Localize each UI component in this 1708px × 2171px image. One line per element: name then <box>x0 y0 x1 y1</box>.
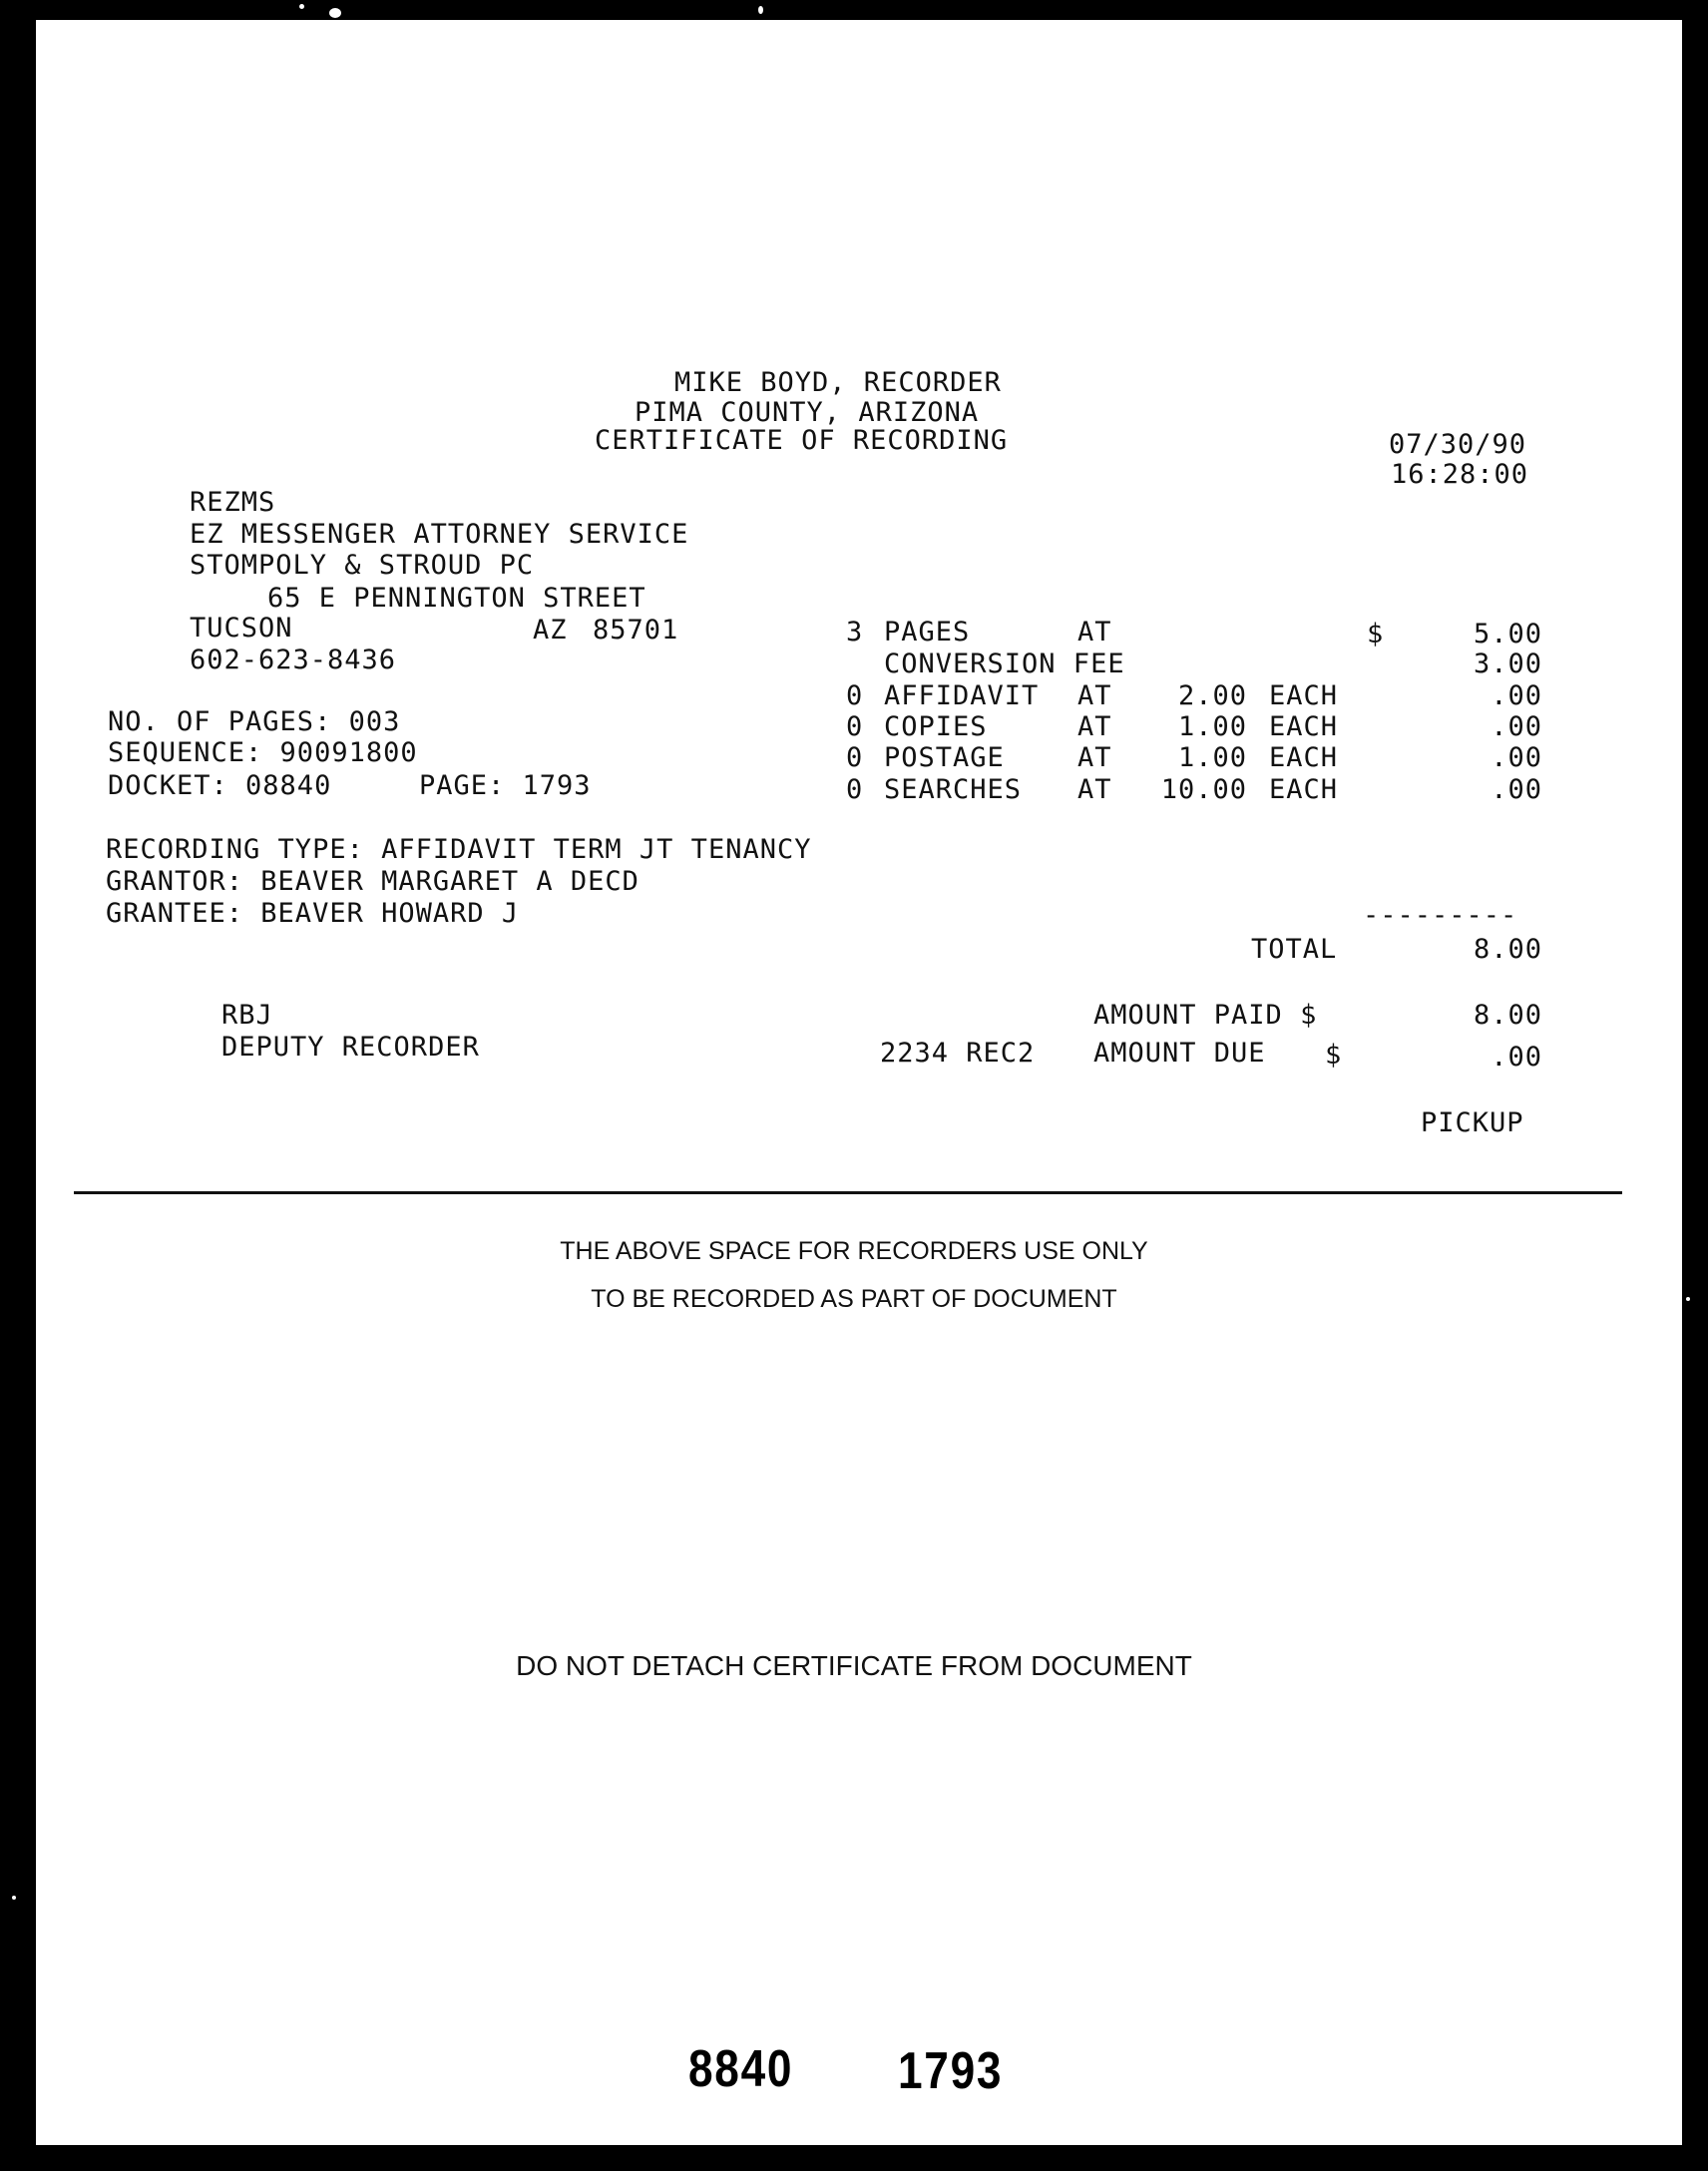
address-city: TUCSON <box>190 613 293 644</box>
sequence-number: SEQUENCE: 90091800 <box>108 737 418 768</box>
amount-paid-label: AMOUNT PAID $ <box>1093 1000 1318 1031</box>
fee-qty: 0 <box>846 742 864 773</box>
number-of-pages: NO. OF PAGES: 003 <box>108 706 401 737</box>
fee-at: AT <box>1077 774 1112 805</box>
fee-item: CONVERSION FEE <box>884 649 1125 679</box>
county-name: PIMA COUNTY, ARIZONA <box>635 397 980 428</box>
fee-dollar: $ <box>1367 619 1385 650</box>
recorder-name: MIKE BOYD, RECORDER <box>674 367 1002 398</box>
address-zip: 85701 <box>593 615 679 646</box>
fee-item: POSTAGE <box>884 742 1005 773</box>
recording-type: RECORDING TYPE: AFFIDAVIT TERM JT TENANCY <box>106 834 812 865</box>
fee-each: EACH <box>1269 774 1339 805</box>
fee-item: AFFIDAVIT <box>884 680 1040 711</box>
fee-qty: 0 <box>846 680 864 711</box>
scan-speck <box>12 1896 16 1900</box>
amount-due-dollar: $ <box>1325 1040 1343 1071</box>
fee-qty: 0 <box>846 774 864 805</box>
grantee: GRANTEE: BEAVER HOWARD J <box>106 898 520 929</box>
deputy-initials: RBJ <box>221 1000 273 1031</box>
fee-amount: .00 <box>1491 711 1542 742</box>
do-not-detach-note: DO NOT DETACH CERTIFICATE FROM DOCUMENT <box>516 1650 1192 1681</box>
fee-item: SEARCHES <box>884 774 1023 805</box>
fee-at: AT <box>1077 742 1112 773</box>
total-separator: --------- <box>1363 900 1518 931</box>
fee-rate: 10.00 <box>1160 774 1247 805</box>
scan-speck <box>329 8 341 18</box>
fee-amount: .00 <box>1491 680 1542 711</box>
recording-date: 07/30/90 <box>1389 429 1527 460</box>
address-state: AZ <box>533 615 568 646</box>
recorder-space-divider <box>74 1191 1622 1194</box>
grantor: GRANTOR: BEAVER MARGARET A DECD <box>106 866 640 897</box>
total-label: TOTAL <box>1251 934 1338 965</box>
scan-speck <box>1686 1297 1690 1301</box>
customer-code: REZMS <box>190 487 276 518</box>
deputy-title: DEPUTY RECORDER <box>221 1032 480 1063</box>
fee-rate: 1.00 <box>1177 711 1247 742</box>
amount-paid: 8.00 <box>1473 1000 1542 1031</box>
fee-each: EACH <box>1269 680 1339 711</box>
scan-speck <box>758 6 763 14</box>
recorder-use-note: THE ABOVE SPACE FOR RECORDERS USE ONLY <box>560 1237 1148 1265</box>
page-number: PAGE: 1793 <box>419 770 592 801</box>
pickup-note: PICKUP <box>1421 1107 1524 1138</box>
certificate-title: CERTIFICATE OF RECORDING <box>595 425 1009 456</box>
fee-amount: .00 <box>1491 774 1542 805</box>
address-line-3: 65 E PENNINGTON STREET <box>267 583 646 614</box>
amount-due: .00 <box>1491 1042 1542 1073</box>
address-phone: 602-623-8436 <box>190 645 397 675</box>
stamp-docket-number: 8840 <box>688 2040 794 2098</box>
fee-item: PAGES <box>884 617 971 648</box>
fee-at: AT <box>1077 617 1112 648</box>
fee-qty: 0 <box>846 711 864 742</box>
docket-number: DOCKET: 08840 <box>108 770 332 801</box>
fee-each: EACH <box>1269 711 1339 742</box>
fee-rate: 2.00 <box>1177 680 1247 711</box>
fee-amount: 5.00 <box>1473 619 1542 650</box>
fee-at: AT <box>1077 711 1112 742</box>
record-as-part-note: TO BE RECORDED AS PART OF DOCUMENT <box>591 1285 1117 1313</box>
fee-rate: 1.00 <box>1177 742 1247 773</box>
register-code: 2234 REC2 <box>880 1038 1036 1069</box>
stamp-page-number: 1793 <box>898 2042 1004 2100</box>
fee-item: COPIES <box>884 711 988 742</box>
address-line-1: EZ MESSENGER ATTORNEY SERVICE <box>190 519 689 550</box>
total-amount: 8.00 <box>1473 934 1542 965</box>
fee-qty: 3 <box>846 617 864 648</box>
fee-each: EACH <box>1269 742 1339 773</box>
recording-time: 16:28:00 <box>1391 459 1529 490</box>
scan-speck <box>299 4 304 9</box>
address-line-2: STOMPOLY & STROUD PC <box>190 550 535 581</box>
fee-amount: .00 <box>1491 742 1542 773</box>
amount-due-label: AMOUNT DUE <box>1093 1038 1266 1069</box>
fee-at: AT <box>1077 680 1112 711</box>
fee-amount: 3.00 <box>1473 649 1542 679</box>
document-page <box>36 20 1682 2145</box>
